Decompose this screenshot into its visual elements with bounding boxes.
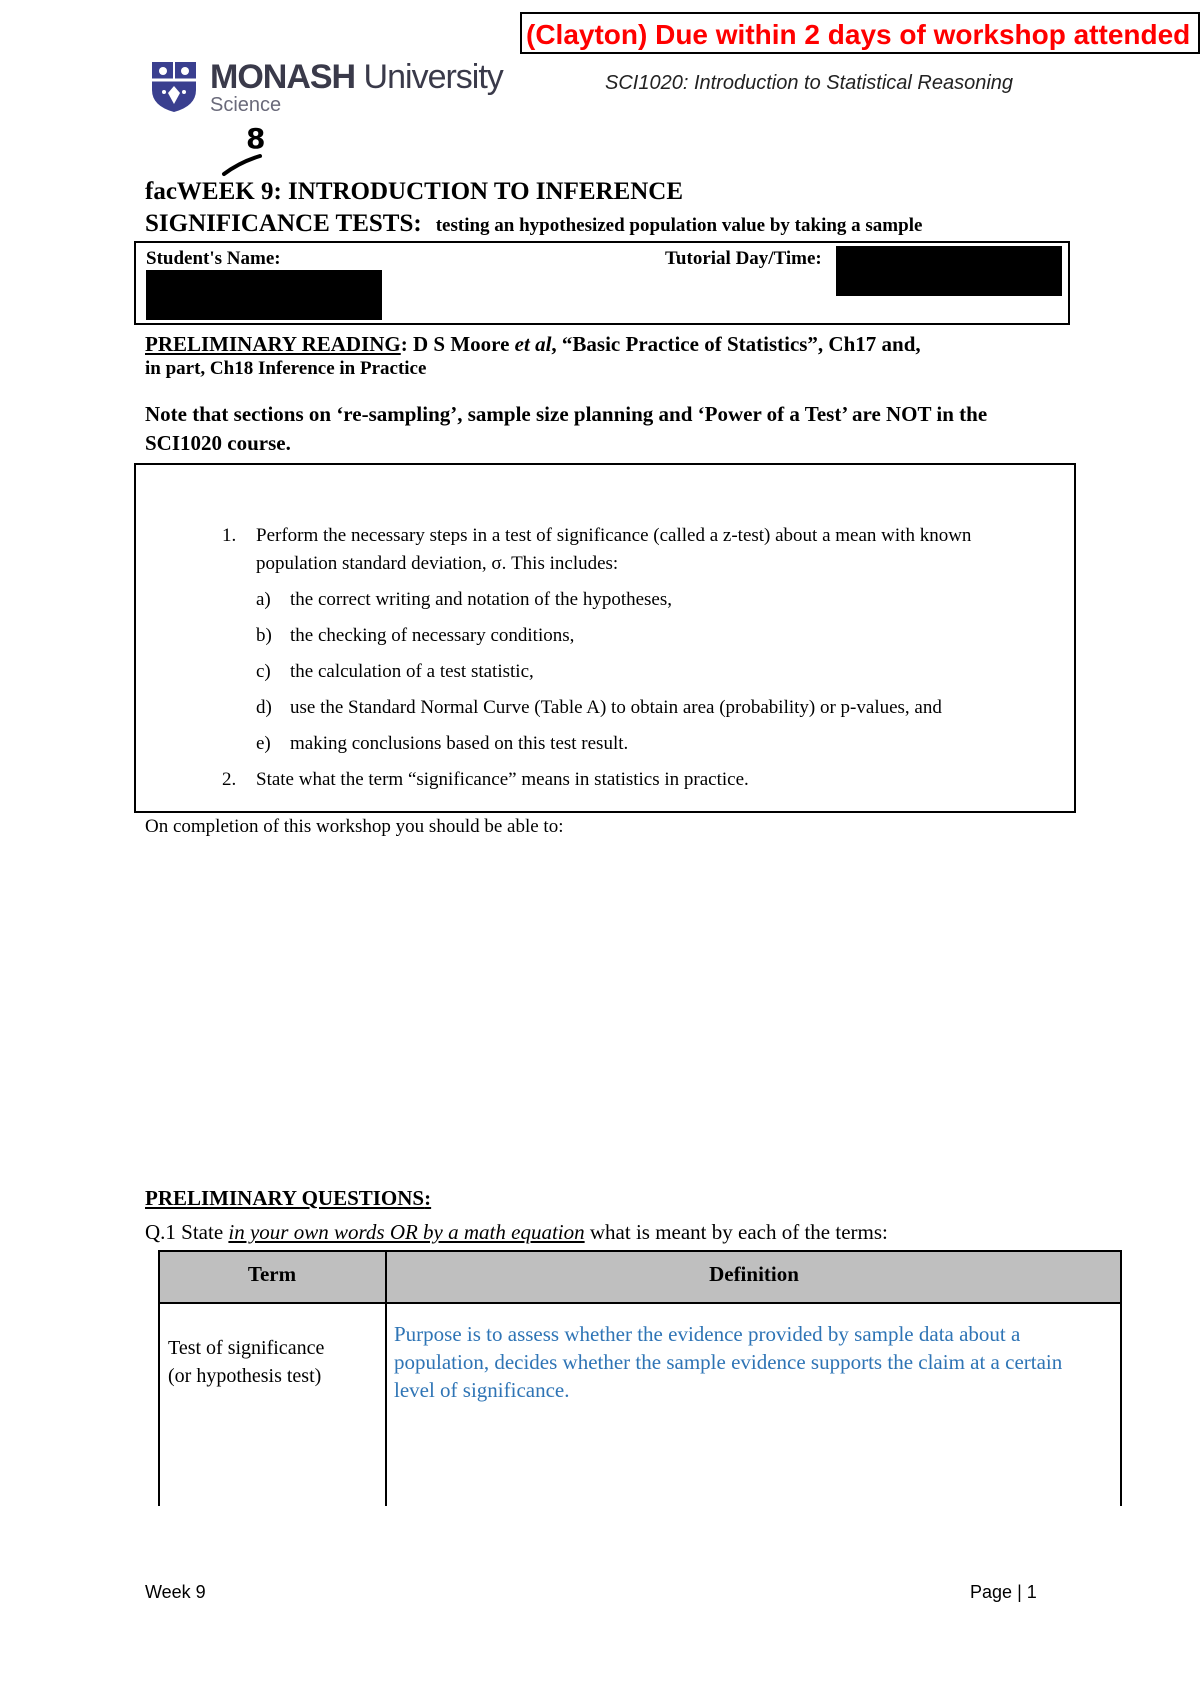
handwritten-stroke-icon bbox=[218, 122, 278, 182]
page-separator: | bbox=[1017, 1582, 1022, 1602]
course-title: SCI1020: Introduction to Statistical Reasoning bbox=[605, 72, 1014, 94]
logo-wordmark bbox=[210, 58, 503, 97]
column-header-term: Term bbox=[247, 1262, 297, 1286]
table-right-border bbox=[1120, 1250, 1122, 1506]
student-name-label: Student's Name: bbox=[146, 248, 281, 269]
term-line-2: (or hypothesis test) bbox=[168, 1365, 322, 1387]
learning-objectives-box bbox=[134, 463, 1076, 813]
objective-text: State what the term “significance” means in statistics in practice. bbox=[256, 769, 749, 790]
subitem-label: b) bbox=[256, 625, 272, 646]
reading-text-2: , “Basic Practice of Statistics”, Ch17 and, bbox=[551, 332, 921, 356]
footer-page-number bbox=[970, 1582, 1037, 1603]
tutorial-time-label: Tutorial Day/Time: bbox=[665, 248, 822, 269]
q1-prefix: Q.1 State bbox=[145, 1220, 229, 1244]
subitem-text: making conclusions based on this test result. bbox=[290, 733, 629, 754]
table-row-term bbox=[168, 1334, 378, 1390]
footer-week: Week 9 bbox=[145, 1582, 206, 1602]
questions-heading-colon: : bbox=[424, 1186, 432, 1210]
due-banner: (Clayton) Due within 2 days of workshop attended bbox=[520, 12, 1200, 54]
subitem-text: the checking of necessary conditions, bbox=[290, 625, 575, 646]
objective-text: population standard deviation, σ. This includes: bbox=[256, 553, 619, 574]
handwritten-grade-mark bbox=[218, 122, 278, 182]
objective-text: Perform the necessary steps in a test of significance (called a z-test) about a mean with known bbox=[256, 525, 972, 546]
subtitle-main: SIGNIFICANCE TESTS: bbox=[145, 210, 422, 237]
page-title: facWEEK 9: INTRODUCTION TO INFERENCE bbox=[145, 178, 684, 205]
page-label: Page bbox=[970, 1582, 1013, 1602]
column-header-definition: Definition bbox=[709, 1262, 799, 1286]
monash-logo bbox=[150, 60, 198, 114]
subitem-label: e) bbox=[256, 733, 271, 754]
q1-suffix: what is meant by each of the terms: bbox=[584, 1220, 888, 1244]
logo-wordmark-bold: MONASH bbox=[210, 58, 356, 96]
page-number: 1 bbox=[1026, 1582, 1037, 1602]
reading-text-1: : D S Moore bbox=[400, 332, 515, 356]
student-name-redaction bbox=[146, 270, 382, 320]
table-row-definition-answer[interactable]: Purpose is to assess whether the evidence provided by sample data about a population, decides whether the sample evidence supports the claim at a certain level of significance. bbox=[394, 1322, 1063, 1402]
preliminary-reading-line2: in part, Ch18 Inference in Practice bbox=[145, 358, 427, 379]
completion-text: On completion of this workshop you should be able to: bbox=[145, 816, 564, 837]
tutorial-time-redaction bbox=[836, 246, 1062, 296]
table-left-border bbox=[158, 1250, 160, 1506]
handwritten-grade: 8 bbox=[246, 122, 266, 155]
subitem-text: the calculation of a test statistic, bbox=[290, 661, 534, 682]
reading-text-italic: et al bbox=[514, 332, 552, 356]
subitem-label: c) bbox=[256, 661, 271, 682]
page-subtitle bbox=[145, 210, 922, 238]
monash-shield-icon bbox=[150, 60, 198, 114]
preliminary-reading-label: PRELIMINARY READING bbox=[145, 332, 401, 356]
subtitle-description: testing an hypothesized population value by taking a sample bbox=[435, 215, 923, 236]
preliminary-questions-heading bbox=[145, 1186, 431, 1211]
questions-heading-text: PRELIMINARY QUESTIONS bbox=[145, 1186, 425, 1210]
table-column-divider bbox=[385, 1250, 387, 1506]
objective-number: 2. bbox=[222, 769, 237, 790]
q1-emphasis: in your own words OR by a math equation bbox=[228, 1220, 585, 1244]
subitem-text: the correct writing and notation of the hypotheses, bbox=[290, 589, 673, 610]
question-1 bbox=[145, 1220, 888, 1245]
term-line-1: Test of significance bbox=[168, 1337, 325, 1359]
subitem-label: a) bbox=[256, 589, 271, 610]
objective-number: 1. bbox=[222, 525, 237, 546]
subitem-text: use the Standard Normal Curve (Table A) to obtain area (probability) or p-values, and bbox=[290, 697, 942, 718]
logo-subtitle: Science bbox=[210, 94, 282, 116]
course-scope-note: Note that sections on ‘re-sampling’, sample size planning and ‘Power of a Test’ are NOT in the SCI1020 course. bbox=[145, 402, 988, 455]
preliminary-reading bbox=[145, 332, 921, 357]
subitem-label: d) bbox=[256, 697, 272, 718]
logo-wordmark-rest: University bbox=[355, 58, 503, 96]
